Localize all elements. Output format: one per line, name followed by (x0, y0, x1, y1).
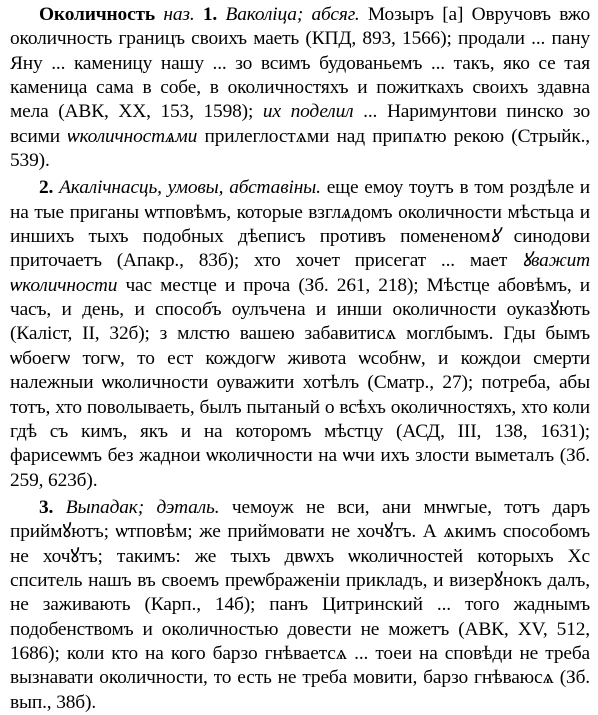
text-run: с (531, 521, 540, 543)
sense-text (10, 177, 590, 490)
text-run: ꙋ (490, 226, 500, 248)
text-run: еще емоу тоутъ в том роздѣле и на тые приганы ѡтповѣмъ, которые взгл (10, 177, 590, 223)
entry-sense-2 (10, 176, 590, 492)
text-run: ѧ (164, 125, 176, 147)
text-run: их поделил (262, 101, 354, 123)
entry-sense-3 (10, 496, 590, 715)
text-run: ... Нарим (353, 101, 442, 123)
text-run: ѡколичност (67, 125, 165, 147)
text-run: час местце и проча (Зб. 261, 218); Мѣстце абовѣмъ, и часъ, и день, и спосо (10, 274, 590, 321)
text-run: ми (175, 125, 198, 147)
text-run: ъ оулъчена и инши околичности оуказꙋють (Каліст, II, 32б); з млстю вашею забавитисѧ моглбымъ. Гды бымъ ѡбоегѡ тогѡ, то ест кождогѡ живота ѡсобнѡ, и кождои смерти належныи ѡколичности оуважити хотѣлъ (Сматр., 27); потреба, абы тотъ, хто поволываеть, былъ пытаный о всѣхъ околичностяхъ, хто коли гдѣ съ кимъ, якъ и на которомъ мѣстцу (АСД, III, 138, 1631); фарисеѡмъ без жаднои ѡколичности на ѡчи ихъ злости выметалъ (Зб. 259, 623б). (10, 299, 591, 491)
entry-sense-1 (10, 3, 590, 173)
text-run: ꙋважит ѡколичности (10, 250, 590, 296)
text-run: б (201, 299, 212, 321)
text-run: обомъ не хочꙋтъ; такимъ: же тыхъ двѡхъ ѡколичностей которыхъ Хс спситель нашъ въ своемъ преѡбраженіи прикладъ, и визерꙋнокъ далъ, не заживають (Карп., 14б); панъ Цитринский ... того жаднымъ подобенствомъ и околичностью довести не можетъ (АВК, XV, 512, 1686); коли кто на кого барзо гнѣваетсѧ ... тоеи на сповѣди не треба вызнавати околичности, то есть не треба мовити, барзо гнѣваюсѧ (Зб. вып., 38б). (10, 521, 590, 713)
text-run: ѧ (341, 201, 352, 223)
sense-number: 3. (39, 496, 54, 518)
text-run: нтови пинско зо всими (10, 101, 590, 147)
text-run: прилеглостѧми над припѧтю рекою (Стрыйк., 539). (10, 125, 591, 172)
text-run: чемоуж не вси, ани мнѡгые, тотъ даръ приймꙋютъ; ѡтповѣм; же приймовати не хочꙋтъ. А ѧкимъ спо (10, 496, 590, 543)
sense-gloss: Выпадак; дэталь. (65, 496, 220, 518)
sense-text (10, 4, 590, 171)
text-run: синодови приточаетъ (Апакр., 83б); хто хочет присегат ... мает (10, 226, 590, 272)
sense-text (10, 497, 590, 713)
grammar-label: наз. (163, 4, 195, 25)
text-run: Мозыръ [а] Овручовъ вжо околичность границъ своихъ маеть (КПД, 893, 1566); продали ... пану Яну ... каменицу нашу ... зо всимъ будованьемъ ... такъ, яко се тая каменица сама в собе, в околичностяхъ и пожиткахъ своихъ здавна мела (АВК, XX, 153, 1598); (10, 4, 591, 123)
sense-gloss: Акалічнасць, умовы, абставіны. (59, 177, 321, 199)
text-run: у (441, 101, 450, 123)
text-run: домъ околичности мѣстьца и иншихъ тыхъ подобных дѣеписъ противъ помененом (10, 201, 590, 248)
headword: Околичность (39, 4, 156, 25)
sense-gloss: Ваколіца; абсяг. (225, 4, 360, 25)
sense-number: 2. (39, 177, 54, 199)
sense-number: 1. (202, 4, 218, 25)
